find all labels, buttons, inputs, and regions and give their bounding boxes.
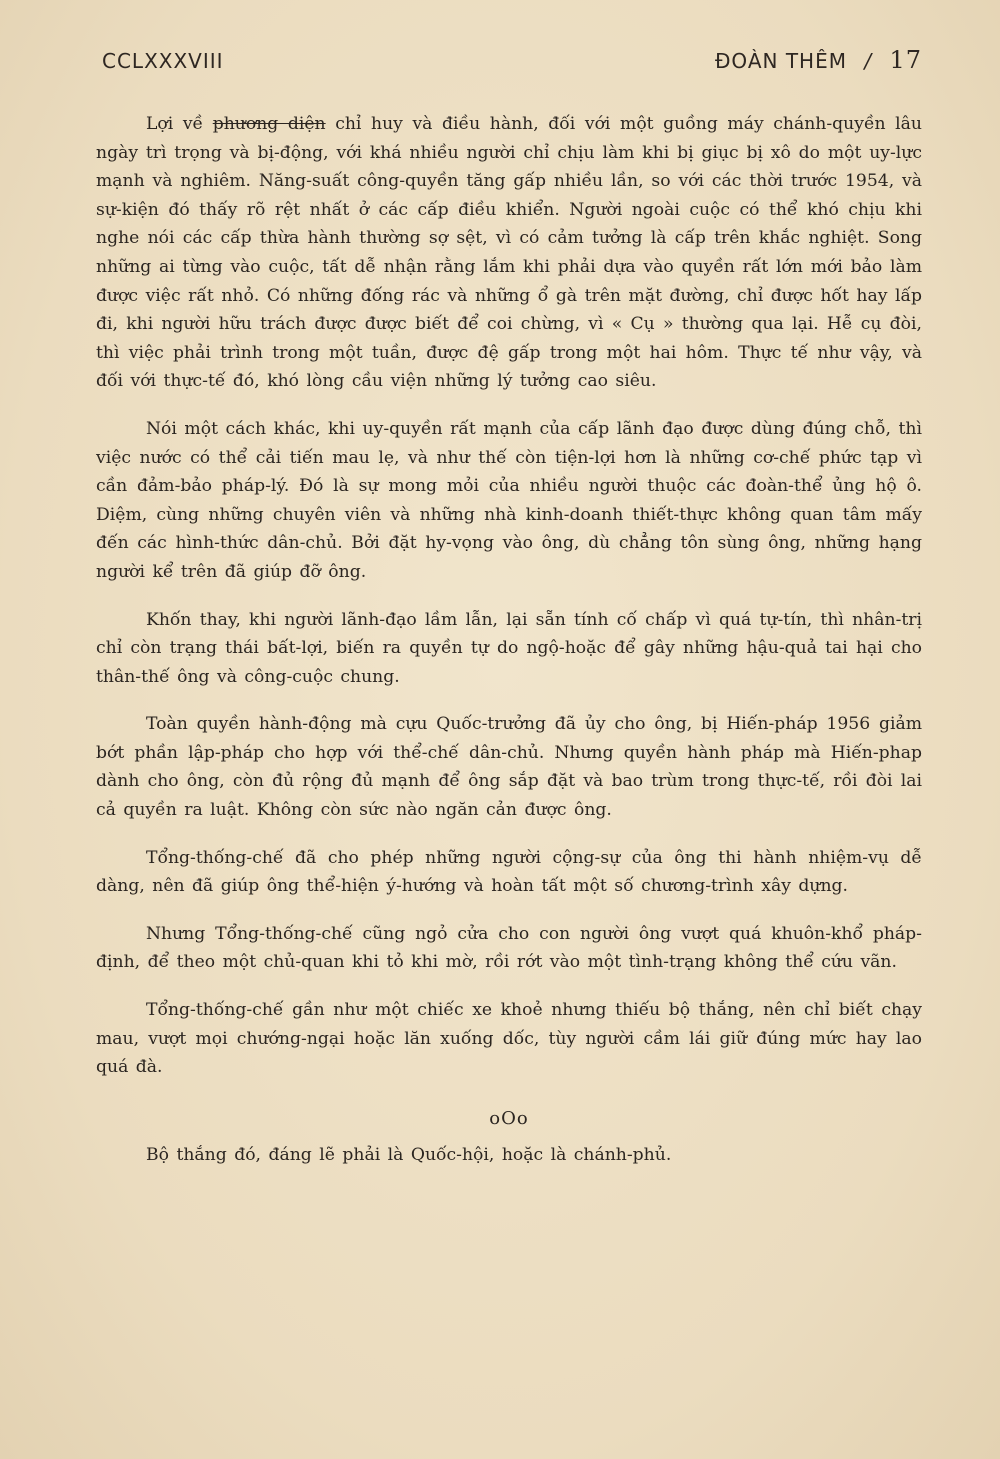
paragraph-1 [96, 110, 922, 396]
header-right [715, 46, 922, 74]
chapter-roman-numeral: CCLXXXVIII [102, 49, 224, 73]
paragraph-1-lead: Lợi về [146, 114, 204, 134]
closing-paragraph: Bộ thắng đó, đáng lẽ phải là Quốc-hội, hoặc là chánh-phủ. [146, 1144, 672, 1165]
paragraph-2: Nói một cách khác, khi uy-quyền rất mạnh của cấp lãnh đạo được dùng đúng chỗ, thì việc nước có thể cải tiến mau lẹ, và như thế còn tiện-lợi hơn là những cơ-chế phức tạp vì cần đảm-bảo pháp-lý. Đó là sự mong mỏi của nhiều người thuộc các đoàn-thể ủng hộ ô. Diệm, cùng những chuyên viên và những nhà kinh-doanh thiết-thực không quan tâm mấy đến các hình-thức dân-chủ. Bởi đặt hy-vọng vào ông, dù chẳng tôn sùng ông, những hạng người kể trên đã giúp đỡ ông. [96, 418, 922, 582]
paragraph-4: Toàn quyền hành-động mà cựu Quốc-trưởng đã ủy cho ông, bị Hiến-pháp 1956 giảm bớt phần lập-pháp cho hợp với thể-chế dân-chủ. Nhưng quyền hành pháp mà Hiến-phap dành cho ông, còn đủ rộng đủ mạnh để ông sắp đặt và bao trùm trong thực-tế, rồi đòi lai cả quyền ra luật. Không còn sức nào ngăn cản được ông. [96, 714, 922, 821]
header-separator: / [864, 49, 873, 73]
running-header [102, 46, 922, 74]
page-number: 17 [889, 46, 922, 74]
paragraph-6: Nhưng Tổng-thống-chế cũng ngỏ cửa cho con người ông vượt quá khuôn-khổ pháp-định, để theo một chủ-quan khi tỏ khi mờ, rồi rớt vào một tình-trạng không thể cứu vãn. [96, 923, 922, 973]
author-name: ĐOÀN THÊM [714, 49, 847, 73]
paragraph-3: Khốn thay, khi người lãnh-đạo lầm lẫn, lại sẵn tính cố chấp vì quá tự-tín, thì nhân-trị chỉ còn trạng thái bất-lợi, biến ra quyền tự do ngộ-hoặc để gây những hậu-quả tai hại cho thân-thế ông và công-cuộc chung. [96, 609, 922, 687]
section-ornament: oOo [489, 1107, 529, 1129]
struck-text: phương diện [212, 114, 326, 134]
paragraph-5: Tổng-thống-chế đã cho phép những người cộng-sự của ông thi hành nhiệm-vụ dễ dàng, nên đã giúp ông thể-hiện ý-hướng và hoàn tất một số chương-trình xây dựng. [96, 847, 922, 897]
paragraph-1-rest: chỉ huy và điều hành, đối với một guồng máy chánh-quyền lâu ngày trì trọng và bị-động, với khá nhiều người chỉ chịu làm khi bị giục bị xô do một uy-lực mạnh và nghiêm. Năng-suất công-quyền tăng gấp nhiều lần, so với các thời trước 1954, và sự-kiện đó thấy rõ rệt nhất ở các cấp điều khiển. Người ngoài cuộc có thể khó chịu khi nghe nói các cấp thừa hành thường sợ sệt, vì có cảm tưởng là cấp trên khắc nghiệt. Song những ai từng vào cuộc, tất dễ nhận rằng lắm khi phải dựa vào quyền rất lớn mới bảo làm được việc rất nhỏ. Có những đống rác và những ổ gà trên mặt đường, chỉ được hốt hay lấp đi, khi người hữu trách được được biết để coi chừng, vì « Cụ » thường qua lại. Hễ cụ đòi, thì việc phải trình trong một tuần, được đệ gấp trong một hai hôm. Thực tế như vậy, và đối với thực-tế đó, khó lòng cầu viện những lý tưởng cao siêu. [96, 114, 922, 392]
paragraph-7: Tổng-thống-chế gần như một chiếc xe khoẻ nhưng thiếu bộ thắng, nên chỉ biết chạy mau, vượt mọi chướng-ngại hoặc lăn xuống dốc, tùy người cầm lái giữ đúng mức hay lao quá đà. [96, 1000, 922, 1078]
